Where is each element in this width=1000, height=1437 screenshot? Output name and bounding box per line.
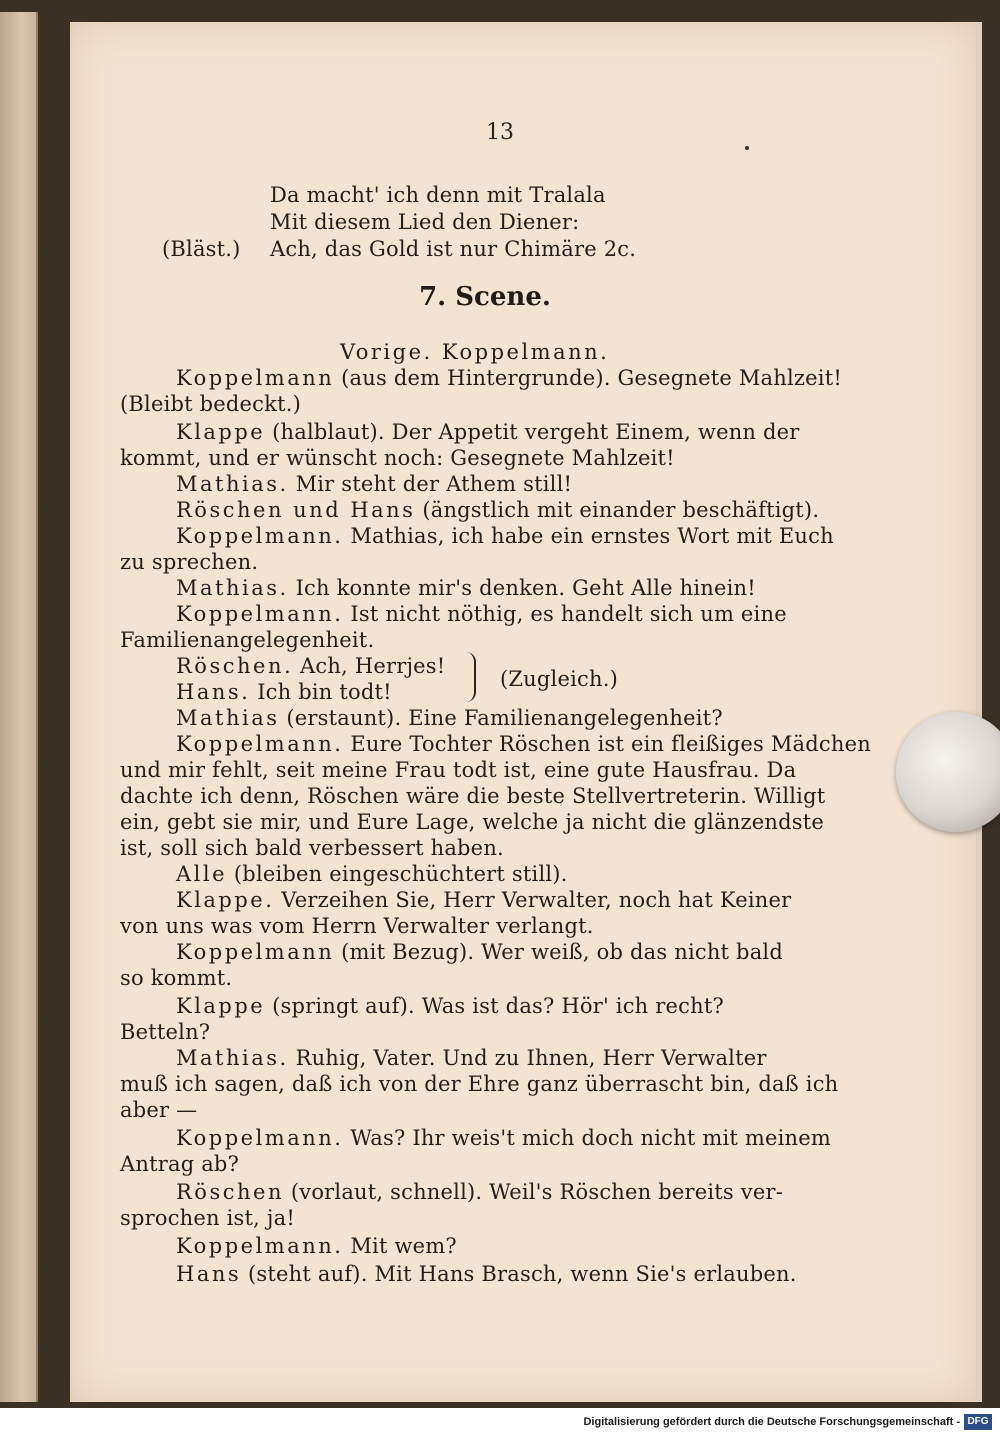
speech: Ach, Herrjes! [293, 654, 446, 678]
footer-bar [0, 1408, 1000, 1437]
speech: so kommt. [120, 966, 233, 990]
speech: (vorlaut, schnell). Weil's Röschen bereits ver- [283, 1180, 784, 1204]
speech: Ich bin todt! [250, 680, 392, 704]
speech: Was? Ihr weis't mich doch nicht mit meinem [343, 1126, 831, 1150]
speech: Familienangelegenheit. [120, 628, 375, 652]
speech: Ich konnte mir's denken. Geht Alle hinein! [288, 576, 756, 600]
dialogue-line [120, 446, 675, 470]
speech: (bleiben eingeschüchtert still). [227, 862, 568, 886]
dialogue-line [120, 628, 374, 652]
speaker: Koppelmann. [176, 732, 344, 756]
speaker: Mathias. [176, 576, 289, 600]
cast-line: Vorige. Koppelmann. [340, 340, 610, 364]
speech: (Bleibt bedeckt.) [120, 392, 301, 416]
zugleich-stage-direction: (Zugleich.) [500, 667, 618, 691]
dialogue-line [176, 732, 871, 756]
song-line: Mit diesem Lied den Diener: [270, 210, 580, 234]
speaker: Röschen. [176, 654, 294, 678]
dialogue-line [120, 550, 258, 574]
dialogue-line [120, 810, 824, 834]
speech: sprochen ist, ja! [120, 1206, 295, 1230]
song-line: Ach, das Gold ist nur Chimäre 2c. [270, 237, 637, 261]
speaker: Röschen [176, 1180, 284, 1204]
speaker: Klappe. [176, 888, 275, 912]
dialogue-line [176, 576, 756, 600]
speech: zu sprechen. [120, 550, 259, 574]
speech: Mir steht der Athem still! [288, 472, 573, 496]
speaker: Klappe [176, 994, 266, 1018]
dialogue-line [120, 836, 504, 860]
speech: Ruhig, Vater. Und zu Ihnen, Herr Verwalter [288, 1046, 767, 1070]
speaker: Koppelmann. [176, 1234, 344, 1258]
dialogue-line [120, 784, 825, 808]
dialogue-line [176, 366, 842, 390]
dialogue-line [176, 602, 787, 626]
dialogue-line [176, 420, 800, 444]
dialogue-line [176, 888, 791, 912]
speech: (aus dem Hintergrunde). Gesegnete Mahlzeit! [334, 366, 843, 390]
dialogue-line [176, 1180, 783, 1204]
song-stage-direction: (Bläst.) [162, 237, 241, 261]
speech: ein, gebt sie mir, und Eure Lage, welche ja nicht die glänzendste [120, 810, 825, 834]
speech: Ist nicht nöthig, es handelt sich um eine [343, 602, 787, 626]
speech: von uns was vom Herrn Verwalter verlangt. [120, 914, 594, 938]
speaker: Koppelmann. [176, 602, 344, 626]
ink-dot [745, 146, 749, 150]
speech: (springt auf). Was ist das? Hör' ich recht? [265, 994, 724, 1018]
dfg-logo: DFG [964, 1414, 992, 1430]
funding-credit: Digitalisierung gefördert durch die Deutsche Forschungsgemeinschaft - [583, 1416, 960, 1428]
brace [466, 652, 476, 702]
speech: muß ich sagen, daß ich von der Ehre ganz überrascht bin, daß ich [120, 1072, 839, 1096]
dialogue-line [176, 706, 723, 730]
dialogue-line [176, 1234, 457, 1258]
speaker: Klappe [176, 420, 266, 444]
scene-heading: 7. Scene. [419, 282, 551, 312]
speech: Eure Tochter Röschen ist ein fleißiges Mädchen [343, 732, 871, 756]
dialogue-line [120, 1206, 295, 1230]
speech: aber — [120, 1098, 198, 1122]
dialogue-line [176, 472, 572, 496]
speech: dachte ich denn, Röschen wäre die beste Stellvertreterin. Willigt [120, 784, 826, 808]
dialogue-line [176, 1262, 797, 1286]
dialogue-line [176, 940, 783, 964]
speech: kommt, und er wünscht noch: Gesegnete Mahlzeit! [120, 446, 675, 470]
dialogue-line [176, 994, 724, 1018]
speaker: Koppelmann. [176, 1126, 344, 1150]
dialogue-line [176, 524, 834, 548]
speaker: Hans [176, 1262, 242, 1286]
speaker: Hans. [176, 680, 251, 704]
dialogue-line [120, 914, 594, 938]
speech: (halblaut). Der Appetit vergeht Einem, wenn der [265, 420, 800, 444]
speech: ist, soll sich bald verbessert haben. [120, 836, 504, 860]
left-page-edge [0, 12, 38, 1402]
dialogue-line [120, 1098, 197, 1122]
speech: (erstaunt). Eine Familienangelegenheit? [279, 706, 723, 730]
speech: Verzeihen Sie, Herr Verwalter, noch hat Keiner [274, 888, 792, 912]
speaker: Mathias. [176, 472, 289, 496]
song-line: Da macht' ich denn mit Tralala [270, 183, 606, 207]
speech: und mir fehlt, seit meine Frau todt ist, eine gute Hausfrau. Da [120, 758, 797, 782]
dialogue-line [120, 1152, 239, 1176]
dialogue-line [120, 758, 796, 782]
dialogue-line [176, 654, 445, 678]
speech: (steht auf). Mit Hans Brasch, wenn Sie's erlauben. [241, 1262, 797, 1286]
speaker: Röschen und Hans [176, 498, 416, 522]
speech: Betteln? [120, 1020, 211, 1044]
dialogue-line [176, 1126, 831, 1150]
speaker: Koppelmann. [176, 524, 344, 548]
speech: Mit wem? [343, 1234, 457, 1258]
margin-mark: v [38, 1338, 46, 1354]
dialogue-line [120, 1020, 210, 1044]
speaker: Alle [176, 862, 228, 886]
dialogue-line [120, 392, 301, 416]
speech: Mathias, ich habe ein ernstes Wort mit Euch [343, 524, 834, 548]
speaker: Koppelmann [176, 940, 335, 964]
dialogue-line [120, 966, 232, 990]
speaker: Mathias. [176, 1046, 289, 1070]
dialogue-line [176, 862, 568, 886]
dialogue-line [120, 1072, 838, 1096]
dialogue-line [176, 680, 392, 704]
speaker: Koppelmann [176, 366, 335, 390]
speaker: Mathias [176, 706, 280, 730]
speech: (ängstlich mit einander beschäftigt). [415, 498, 820, 522]
speech: Antrag ab? [120, 1152, 240, 1176]
speech: (mit Bezug). Wer weiß, ob das nicht bald [334, 940, 783, 964]
dialogue-line [176, 498, 819, 522]
page-number: 13 [486, 120, 514, 145]
dialogue-line [176, 1046, 767, 1070]
